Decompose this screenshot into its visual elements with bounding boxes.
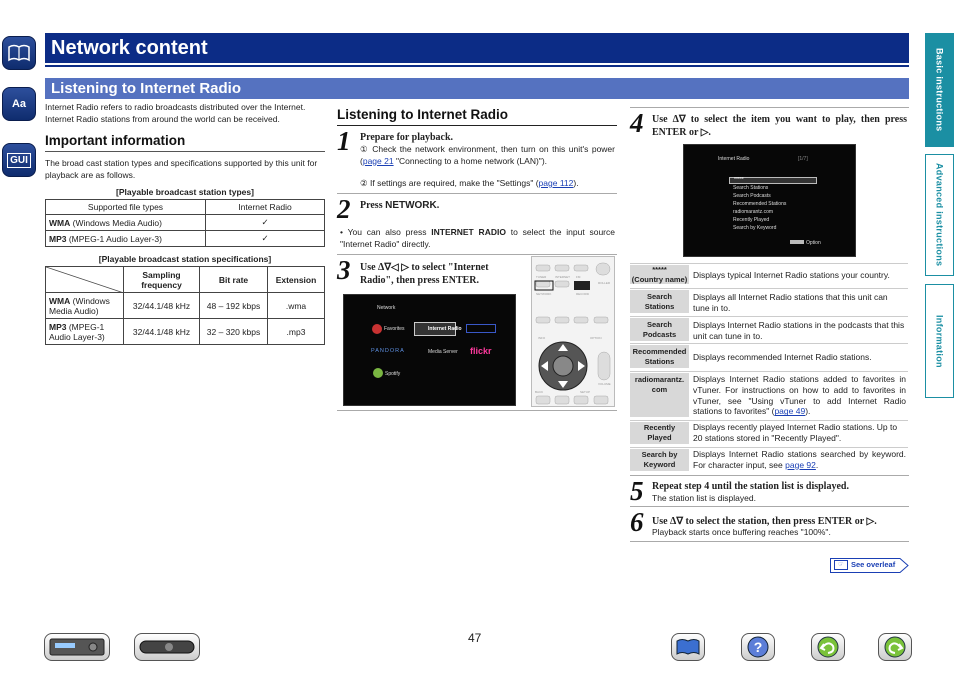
- sampling-freq: 32/44.1/48 kHz: [124, 293, 200, 319]
- step5-sub: The station list is displayed.: [652, 493, 756, 503]
- table1-caption: [Playable broadcast station types]: [116, 187, 254, 197]
- table-row: [630, 316, 908, 342]
- menu-item-desc: Displays Internet Radio stations in the podcasts that this unit can tune in to.: [693, 320, 905, 341]
- help-button[interactable]: [741, 633, 775, 661]
- menu-item-desc-tail: .: [815, 459, 819, 470]
- important-text: The broad cast station types and specifications supported by this unit for playback are as follows.: [45, 158, 318, 180]
- svg-text:?: ?: [753, 639, 763, 655]
- check-mark: ✓: [206, 215, 325, 231]
- divider: [630, 506, 909, 507]
- contents-button[interactable]: [671, 633, 705, 661]
- svg-text:INFO: INFO: [538, 336, 546, 340]
- intro-text: Internet Radio refers to radio broadcasts distributed over the Internet. Internet Radio stations from around the world can be received.: [45, 102, 306, 124]
- tab-basic-instructions[interactable]: [925, 33, 954, 147]
- svg-text:VOLUME: VOLUME: [598, 382, 611, 386]
- important-heading: Important information: [45, 133, 186, 148]
- format-desc: (MPEG-1 Audio Layer-3): [49, 321, 105, 342]
- table2-caption: [Playable broadcast station specifications]: [98, 254, 272, 264]
- step-number: 6: [630, 507, 644, 537]
- table-header: Supported file types: [46, 200, 206, 215]
- table-header-row: [46, 200, 325, 215]
- menu-item-desc-text: Displays Internet Radio stations added to favorites in vTuner. For instructions on how to add to favorites in vTuner, see "Using vTuner to add Internet Radio stations to favorites" (: [693, 374, 906, 417]
- diagonal-cell: [46, 267, 124, 293]
- book-icon[interactable]: [2, 36, 36, 70]
- remote-control-illustration: [531, 256, 615, 407]
- step-number: 4: [630, 108, 644, 138]
- svg-text:RECORD: RECORD: [576, 292, 590, 296]
- table-row: [630, 447, 908, 472]
- menu-item-desc: [693, 449, 906, 471]
- table-row: [630, 343, 908, 369]
- screen-favorites-label: Favorites: [384, 326, 405, 332]
- table-header: Extension: [268, 267, 325, 293]
- reference-icon: ☞: [834, 560, 848, 570]
- page-title: Network content: [45, 33, 909, 63]
- title-divider: [45, 65, 909, 67]
- gui-icon-label: GUI: [7, 153, 31, 168]
- screen-spotify-label: Spotify: [385, 371, 401, 377]
- step1-line1: [360, 144, 615, 167]
- step1-line2-text: ② If settings are required, make the "Settings" (: [360, 178, 539, 188]
- remote-icon: [139, 637, 195, 657]
- menu-item-key-text: Recommended Stations: [632, 346, 687, 366]
- service-logo: [466, 324, 496, 333]
- menu-item-key: [630, 345, 689, 368]
- step1-line2-tail: ).: [573, 178, 579, 188]
- step1-title: Prepare for playback.: [360, 132, 454, 143]
- see-overleaf-label: See overleaf: [851, 560, 896, 569]
- check-mark: ✓: [206, 231, 325, 247]
- screen-page: [1/7]: [798, 156, 808, 162]
- extension: .mp3: [268, 319, 325, 345]
- back-button[interactable]: [811, 633, 845, 661]
- pandora-logo: PANDORA: [371, 348, 405, 354]
- section-title: Listening to Internet Radio: [45, 78, 909, 99]
- page-112-link[interactable]: page 112: [538, 178, 574, 188]
- network-key: NETWORK: [385, 200, 437, 211]
- step2-bullet-tail: to select the input source "Internet Radio" directly.: [340, 227, 615, 249]
- divider: [337, 410, 617, 411]
- format-desc: (Windows Media Audio): [49, 295, 110, 316]
- menu-item-desc: Displays typical Internet Radio stations your country.: [693, 270, 890, 280]
- front-panel-button[interactable]: [44, 633, 110, 661]
- menu-item-key: [630, 422, 689, 444]
- glossary-icon-label: Aa: [11, 98, 27, 110]
- format-desc: (Windows Media Audio): [70, 217, 162, 228]
- step2-title-end: .: [436, 200, 440, 211]
- tab-advanced-instructions[interactable]: [925, 154, 954, 276]
- menu-item-key-text: Search by Keyword: [641, 450, 678, 469]
- svg-text:ROLLER: ROLLER: [598, 281, 611, 285]
- station-types-table: [45, 199, 325, 247]
- step5-title: Repeat step 4 until the station list is displayed.: [652, 481, 849, 492]
- format-name: WMA: [49, 295, 71, 306]
- screen-network-label: Network: [377, 305, 396, 311]
- back-arrow-icon: [816, 636, 840, 658]
- menu-item-desc: Displays all Internet Radio stations that this unit can tune in to.: [693, 292, 888, 313]
- step4-title: Use Δ∇ to select the item you want to play, then press ENTER or ▷.: [652, 114, 907, 138]
- step-number: 3: [337, 255, 351, 285]
- screen-list-item: radiomarantz.com: [733, 209, 774, 215]
- step2-bullet: [340, 227, 615, 250]
- network-menu-screen: [343, 294, 516, 406]
- table-row: [46, 319, 325, 345]
- table-row: [46, 215, 325, 231]
- screen-list-item: Recommended Stations: [733, 201, 787, 207]
- table-header: Bit rate: [200, 267, 268, 293]
- format-name: MP3: [49, 321, 67, 332]
- menu-item-desc-text: Displays Internet Radio stations searched by keyword. For character input, see: [693, 449, 906, 470]
- step6-title: Use Δ∇ to select the station, then press ENTER or ▷.: [652, 516, 877, 527]
- svg-text:FM: FM: [576, 275, 581, 279]
- step-number: 2: [337, 194, 351, 224]
- step3-title: Use Δ∇◁ ▷ to select "Internet Radio", then press ENTER.: [360, 262, 489, 286]
- screen-option-label: Option: [806, 240, 821, 246]
- step1-line1-tail: "Connecting to a home network (LAN)").: [393, 155, 548, 166]
- step-number: 1: [337, 126, 351, 156]
- svg-text:OPTION: OPTION: [590, 336, 602, 340]
- divider: [630, 541, 909, 542]
- svg-text:NETWORK: NETWORK: [536, 292, 552, 296]
- step2-bullet-text: • You can also press: [340, 227, 432, 237]
- screen-list-item: Search Podcasts: [733, 193, 771, 199]
- steps-rule: [337, 125, 617, 126]
- remote-control-button[interactable]: [134, 633, 200, 661]
- format-name: WMA: [49, 217, 71, 228]
- menu-item-key: [630, 290, 689, 313]
- screen-country-item: *****: [734, 177, 744, 183]
- menu-item-desc: Displays recently played Internet Radio stations. Up to 20 stations stored in "Recently Played".: [693, 422, 898, 443]
- step2-title: [360, 199, 439, 212]
- divider: [630, 107, 909, 108]
- question-icon: [746, 636, 770, 658]
- menu-item-key: [630, 265, 689, 284]
- divider: [337, 254, 617, 255]
- page-number: 47: [468, 631, 482, 645]
- menu-item-desc: [693, 374, 906, 417]
- step2-title-text: Press: [360, 200, 386, 211]
- screen-list-item: Search Stations: [733, 185, 769, 191]
- svg-text:INTERNET: INTERNET: [555, 275, 570, 279]
- menu-item-key: [630, 318, 689, 341]
- spotify-icon: [372, 367, 384, 379]
- tab-basic-label: Basic instructions: [934, 48, 945, 132]
- menu-item-key-text: ***** (Country name): [631, 264, 688, 284]
- bit-rate: 48 – 192 kbps: [200, 293, 268, 319]
- step6-sub: Playback starts once buffering reaches "100%".: [652, 527, 831, 537]
- page-49-link[interactable]: page 49: [774, 406, 806, 417]
- format-desc: (MPEG-1 Audio Layer-3): [66, 233, 162, 244]
- flickr-logo: flickr: [470, 346, 492, 356]
- menu-item-desc-tail: ).: [805, 406, 811, 417]
- menu-item-key-text: radiomarantz. com: [634, 375, 685, 394]
- table-header: Sampling frequency: [124, 267, 200, 293]
- table-row: [630, 288, 908, 314]
- screen-list-item: Search by Keyword: [733, 225, 777, 231]
- internet-radio-screen: [683, 144, 856, 257]
- station-specs-table: [45, 266, 325, 345]
- tab-advanced-label: Advanced instructions: [934, 163, 945, 267]
- receiver-front-icon: [49, 637, 105, 657]
- table-header-row: [46, 267, 325, 293]
- screen-list-item: Recently Played: [733, 217, 770, 223]
- table-row: [630, 263, 908, 285]
- contents-book-icon: [675, 637, 701, 657]
- table-row: [46, 293, 325, 319]
- screen-media-server-label: Media Server: [428, 349, 458, 355]
- menu-item-key-text: Search Podcasts: [642, 319, 677, 339]
- steps-heading: Listening to Internet Radio: [337, 107, 508, 122]
- screen-title: Internet Radio: [718, 156, 750, 162]
- menu-item-key-text: Recently Played: [643, 423, 676, 442]
- tab-information[interactable]: [925, 284, 954, 398]
- format-name: MP3: [49, 233, 67, 244]
- table-row: [630, 420, 908, 445]
- tab-information-label: Information: [934, 314, 945, 368]
- menu-item-desc: Displays recommended Internet Radio stations.: [693, 352, 872, 362]
- svg-text:SETUP: SETUP: [580, 390, 591, 394]
- forward-button[interactable]: [878, 633, 912, 661]
- menu-item-key: [630, 373, 689, 417]
- glossary-icon[interactable]: [2, 87, 36, 121]
- table-row: [46, 231, 325, 247]
- divider: [630, 475, 909, 476]
- sampling-freq: 32/44.1/48 kHz: [124, 319, 200, 345]
- important-rule: [45, 151, 325, 152]
- step-number: 5: [630, 476, 644, 506]
- page-21-link[interactable]: page 21: [362, 155, 394, 166]
- screen-internet-radio-label: Internet Radio: [428, 326, 462, 332]
- svg-text:BACK: BACK: [535, 390, 544, 394]
- table-header: Internet Radio: [206, 200, 325, 215]
- gui-icon[interactable]: [2, 143, 36, 177]
- page-92-link[interactable]: page 92: [785, 459, 816, 470]
- svg-text:TUNER: TUNER: [536, 275, 547, 279]
- table-row: [630, 371, 908, 418]
- menu-item-key: [630, 449, 689, 471]
- menu-item-key-text: Search Stations: [644, 291, 675, 311]
- bit-rate: 32 – 320 kbps: [200, 319, 268, 345]
- divider: [337, 193, 617, 194]
- forward-arrow-icon: [883, 636, 907, 658]
- step1-line2: [360, 178, 615, 190]
- extension: .wma: [268, 293, 325, 319]
- favorites-icon: [371, 323, 383, 335]
- internet-radio-key: INTERNET RADIO: [431, 227, 506, 237]
- see-overleaf-button[interactable]: [830, 558, 909, 573]
- option-button-icon: [790, 240, 804, 244]
- step1-line1-text: ① Check the network environment, then turn on this unit's power (: [360, 144, 615, 166]
